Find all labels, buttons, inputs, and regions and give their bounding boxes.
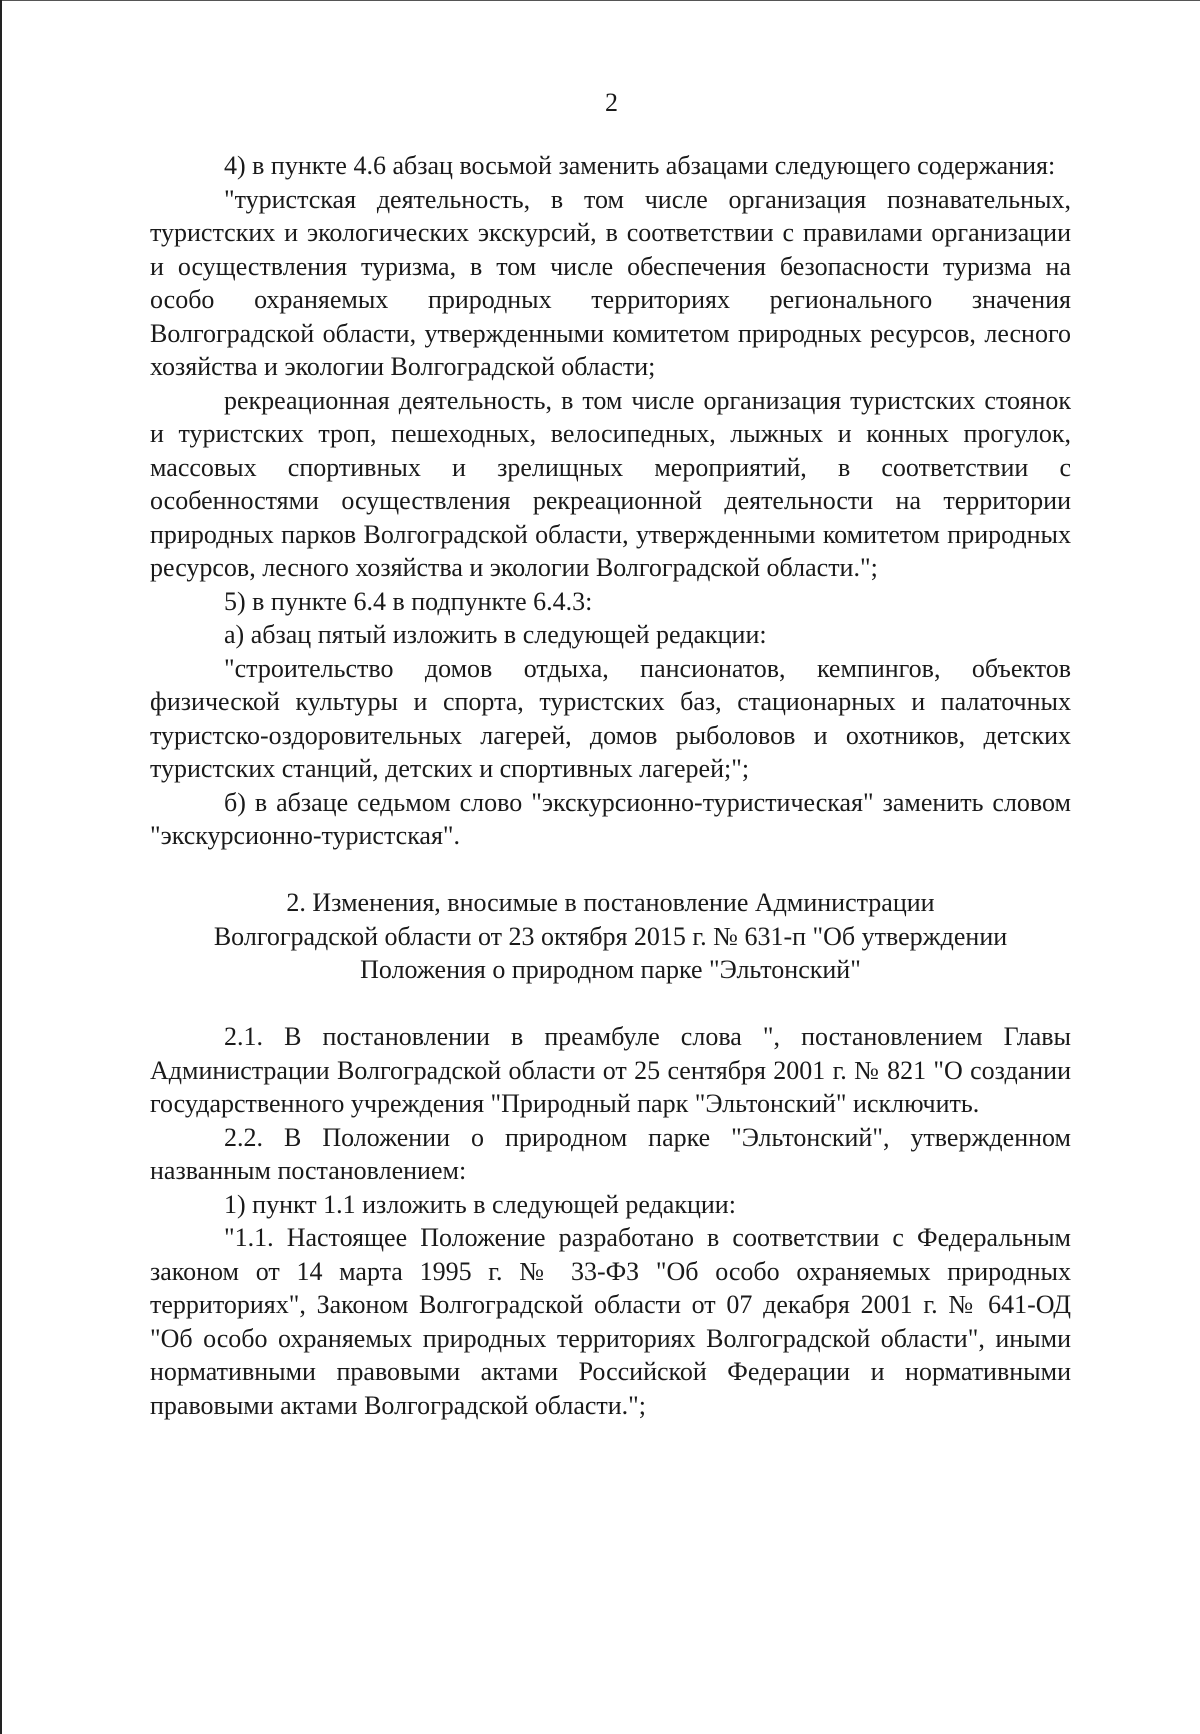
paragraph-subitem-b: б) в абзаце седьмом слово "экскурсионно-туристическая" заменить словом "экскурсионно-туристская". <box>150 787 1071 850</box>
paragraph-item-1: 1) пункт 1.1 изложить в следующей редакции: <box>224 1189 736 1219</box>
section-heading-line-2: Волгоградской области от 23 октября 2015 г. № 631-п "Об утверждении <box>213 921 1008 951</box>
paragraph-construction: "строительство домов отдыха, пансионатов, кемпингов, объектов физической культуры и спорта, туристских баз, стационарных и палаточных туристско-оздоровительных лагерей, домов рыболовов и охотников, детских туристских станций, детских и спортивных лагерей;"; <box>150 653 1071 783</box>
blank-line <box>150 987 1071 1021</box>
scan-top-edge <box>0 0 1200 1</box>
section-heading-line-3: Положения о природном парке "Эльтонский" <box>360 955 861 984</box>
paragraph-2-1: 2.1. В постановлении в преамбуле слова ", постановлением Главы Администрации Волгоградской области от 25 сентября 2001 г. № 821 "О создании государственного учреждения "Природный парк "Эльтонский" исключить. <box>150 1022 1071 1118</box>
scan-left-edge <box>0 0 2 1734</box>
paragraph-item-5: 5) в пункте 6.4 в подпункте 6.4.3: <box>224 586 593 616</box>
paragraph-recreational-activity: рекреационная деятельность, в том числе организация туристских стоянок и туристских троп, пешеходных, велосипедных, лыжных и конных прогулок, массовых спортивных и зрелищных мероприятий, в соответствии с особенностями осуществления рекреационной деятельности на территории природных парков Волгоградской области, утвержденными комитетом природных ресурсов, лесного хозяйства и экологии Волгоградской области."; <box>150 385 1071 582</box>
paragraph-1-1: "1.1. Настоящее Положение разработано в соответствии с Федеральным законом от 14 марта 1995 г. № 33-ФЗ "Об особо охраняемых природных территориях", Законом Волгоградской области от 07 декабря 2001 г. № 641-ОД "Об особо охраняемых природных территориях Волгоградской области", иными нормативными правовыми актами Российской Федерации и нормативными правовыми актами Волгоградской области."; <box>150 1223 1071 1420</box>
section-heading-line-1: 2. Изменения, вносимые в постановление Администрации <box>286 888 935 917</box>
document-body <box>150 149 1071 1422</box>
paragraph-2-2: 2.2. В Положении о природном парке "Эльтонский", утвержденном названным постановлением: <box>150 1122 1071 1185</box>
paragraph-item-4: 4) в пункте 4.6 абзац восьмой заменить абзацами следующего содержания: <box>224 151 1056 180</box>
blank-line <box>150 853 1071 887</box>
page-number: 2 <box>605 88 618 117</box>
paragraph-subitem-a: а) абзац пятый изложить в следующей редакции: <box>224 620 767 649</box>
section-heading <box>150 886 1071 987</box>
paragraph-tourist-activity: "туристская деятельность, в том числе организация познавательных, туристских и экологических экскурсий, в соответствии с правилами организации и осуществления туризма, в том числе обеспечения безопасности туризма на особо охраняемых природных территориях регионального значения Волгоградской области, утвержденными комитетом природных ресурсов, лесного хозяйства и экологии Волгоградской области; <box>150 184 1071 381</box>
